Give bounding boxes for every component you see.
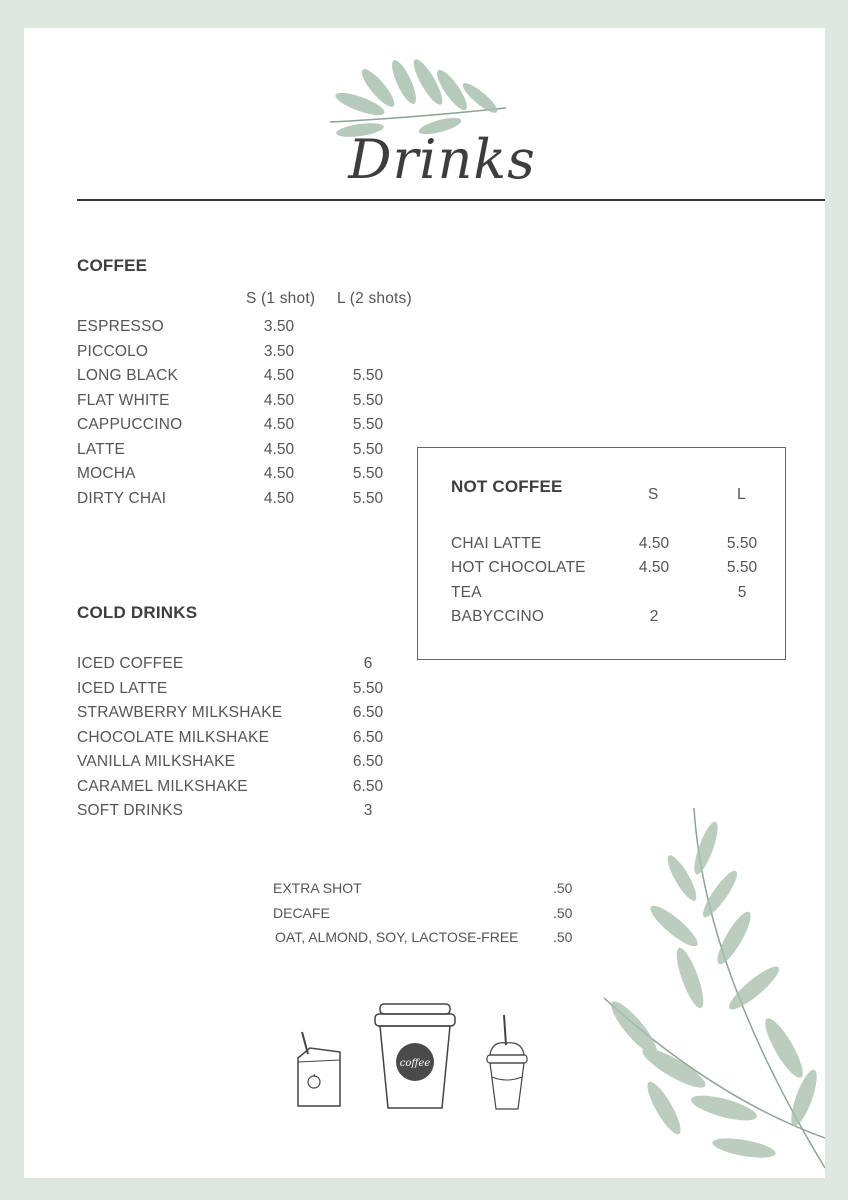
coffee-col-large: L (2 shots)	[337, 290, 412, 307]
list-item: VANILLA MILKSHAKE	[77, 753, 236, 770]
list-item: CHAI LATTE	[451, 535, 542, 552]
price-large: 5.50	[352, 441, 384, 458]
not-coffee-col-small: S	[648, 486, 659, 503]
cold-drinks-heading: COLD DRINKS	[77, 603, 198, 622]
coffee-cup-icon	[370, 998, 460, 1113]
price-small: 4.50	[638, 559, 670, 576]
list-item: ESPRESSO	[77, 318, 164, 335]
list-item: ICED COFFEE	[77, 655, 184, 672]
list-item: EXTRA SHOT	[273, 880, 362, 896]
not-coffee-heading: NOT COFFEE	[451, 477, 563, 496]
price-large: 5.50	[352, 490, 384, 507]
not-coffee-col-large: L	[737, 486, 746, 503]
list-item: CARAMEL MILKSHAKE	[77, 778, 248, 795]
price-small: 3.50	[263, 318, 295, 335]
list-item: MOCHA	[77, 465, 136, 482]
list-item: TEA	[451, 584, 482, 601]
milkshake-icon	[482, 1013, 532, 1113]
list-item: PICCOLO	[77, 343, 149, 360]
price: .50	[553, 929, 573, 945]
price-small: 4.50	[263, 392, 295, 409]
coffee-heading: COFFEE	[77, 256, 148, 275]
price-large: 5.50	[352, 465, 384, 482]
page-title: Drinks	[348, 128, 536, 191]
price-large: 5.50	[726, 535, 758, 552]
price-small: 3.50	[263, 343, 295, 360]
price-small: 4.50	[263, 416, 295, 433]
price-small: 4.50	[263, 367, 295, 384]
list-item: SOFT DRINKS	[77, 802, 184, 819]
list-item: DECAFE	[273, 905, 330, 921]
price: 5.50	[352, 680, 384, 697]
price-large: 5	[737, 584, 747, 601]
price-large: 5.50	[352, 392, 384, 409]
list-item: BABYCCINO	[451, 608, 545, 625]
list-item: CAPPUCCINO	[77, 416, 183, 433]
list-item: DIRTY CHAI	[77, 490, 167, 507]
coffee-col-small: S (1 shot)	[246, 290, 316, 307]
price-small: 4.50	[263, 441, 295, 458]
leaf-branch-icon	[594, 808, 825, 1178]
divider	[77, 199, 825, 201]
menu-page	[24, 28, 825, 1178]
price-large: 5.50	[726, 559, 758, 576]
list-item: CHOCOLATE MILKSHAKE	[77, 729, 270, 746]
price: 6.50	[352, 704, 384, 721]
list-item: LONG BLACK	[77, 367, 179, 384]
price: .50	[553, 880, 573, 896]
price-small: 2	[649, 608, 659, 625]
list-item: ICED LATTE	[77, 680, 168, 697]
price-small: 4.50	[638, 535, 670, 552]
price: 6.50	[352, 753, 384, 770]
price-small: 4.50	[263, 465, 295, 482]
price: .50	[553, 905, 573, 921]
list-item: STRAWBERRY MILKSHAKE	[77, 704, 283, 721]
cup-label: coffee	[399, 1058, 431, 1069]
price: 6	[363, 655, 373, 672]
list-item: FLAT WHITE	[77, 392, 170, 409]
juice-box-icon	[292, 1030, 346, 1110]
leaf-branch-icon	[320, 48, 520, 138]
price-large: 5.50	[352, 416, 384, 433]
list-item: LATTE	[77, 441, 126, 458]
price: 6.50	[352, 729, 384, 746]
price-small: 4.50	[263, 490, 295, 507]
price: 3	[363, 802, 373, 819]
list-item: OAT, ALMOND, SOY, LACTOSE-FREE	[275, 929, 519, 945]
price: 6.50	[352, 778, 384, 795]
list-item: HOT CHOCOLATE	[451, 559, 586, 576]
price-large: 5.50	[352, 367, 384, 384]
